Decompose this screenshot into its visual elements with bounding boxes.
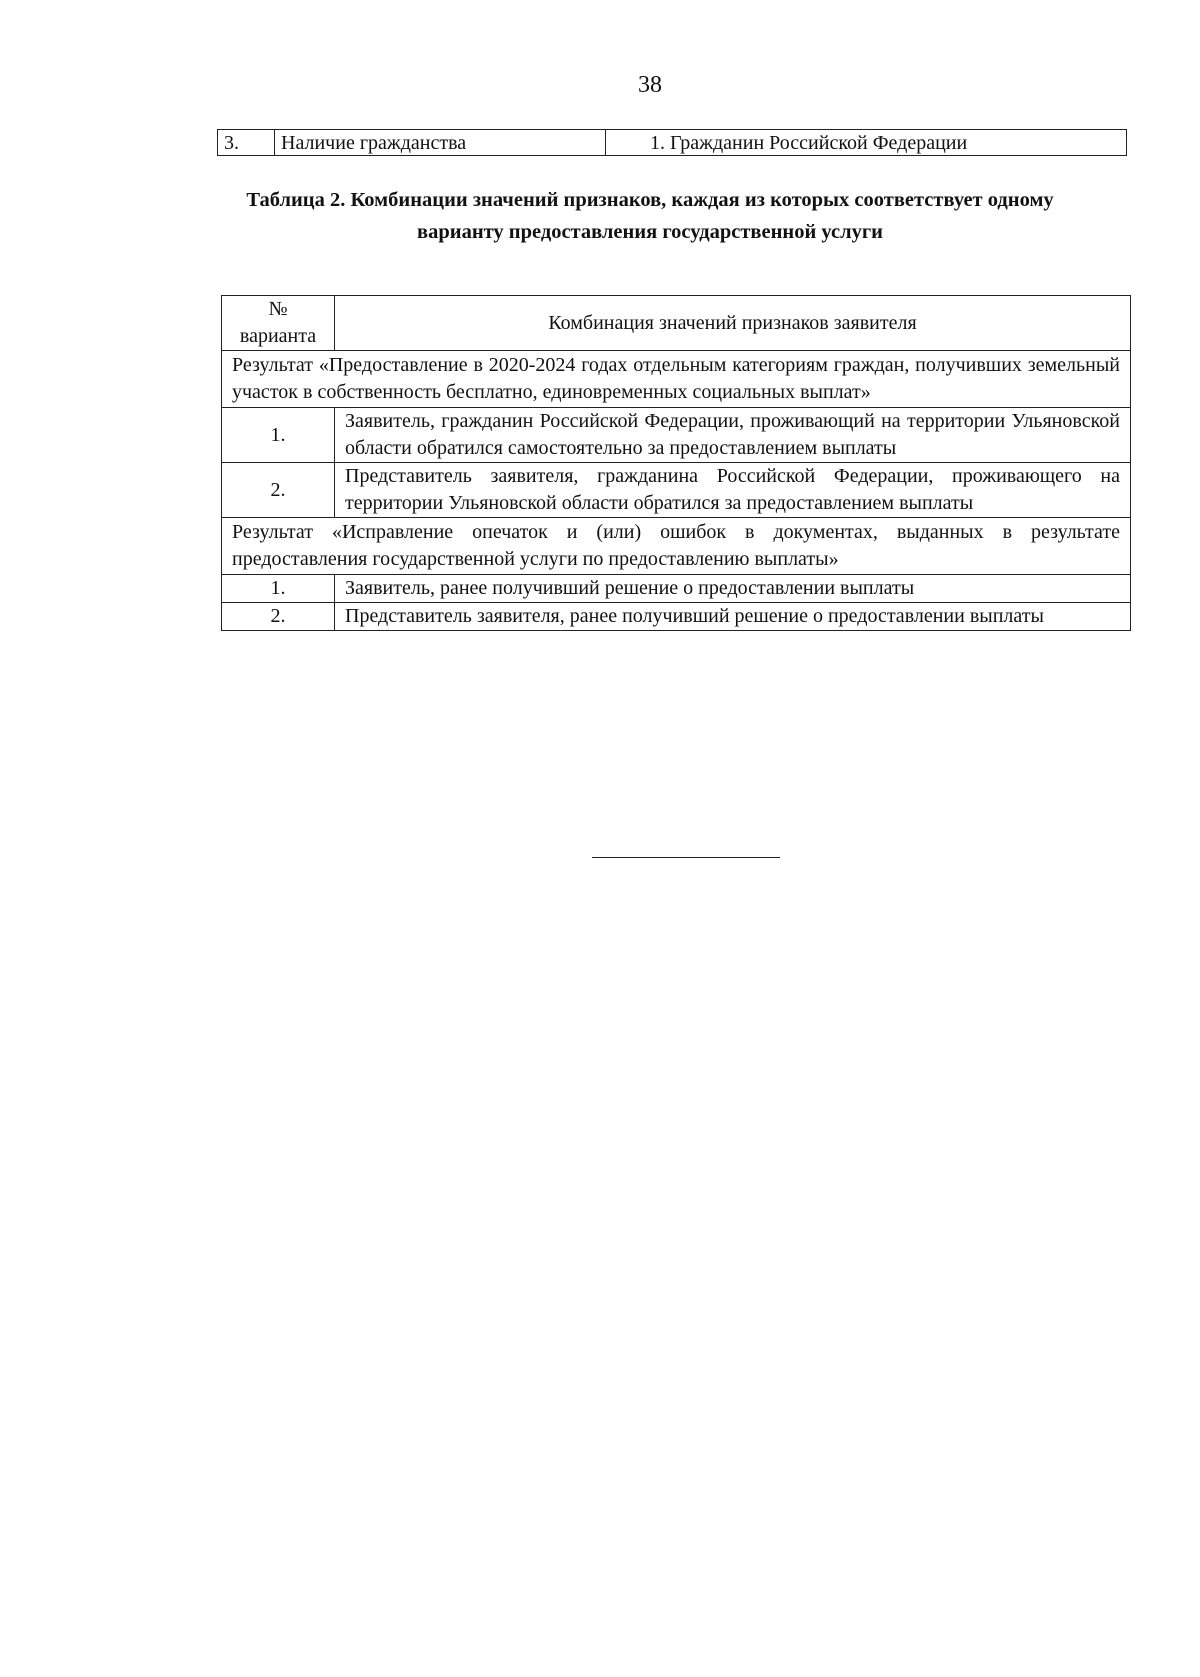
row-number: 3. (218, 130, 275, 156)
variant-description: Заявитель, гражданин Российской Федерации, проживающий на территории Ульяновской области обратился самостоятельно за предоставлением выплаты (335, 408, 1131, 463)
result-title: Результат «Исправление опечаток и (или) ошибок в документах, выданных в результате предоставления государственной услуги по предоставлению выплаты» (222, 518, 1131, 575)
variant-number: 2. (222, 603, 335, 631)
header-combination: Комбинация значений признаков заявителя (335, 296, 1131, 351)
result-row (222, 351, 1131, 408)
variant-description: Представитель заявителя, гражданина Российской Федерации, проживающего на территории Ульяновской области обратился за предоставлением выплаты (335, 463, 1131, 518)
table-row (222, 575, 1131, 603)
table-row (222, 408, 1131, 463)
variant-number: 1. (222, 408, 335, 463)
variants-table (221, 295, 1131, 631)
variant-description: Представитель заявителя, ранее получивший решение о предоставлении выплаты (335, 603, 1131, 631)
continued-table (217, 129, 1127, 156)
table-header-row (222, 296, 1131, 351)
header-num-label: варианта (239, 325, 317, 347)
caption-line: Таблица 2. Комбинации значений признаков, каждая из которых соответствует одному (246, 189, 1054, 211)
attribute-name: Наличие гражданства (275, 130, 606, 156)
table-caption (175, 184, 1125, 248)
end-of-document-rule (592, 857, 780, 858)
attribute-value: 1. Гражданин Российской Федерации (606, 130, 1127, 156)
variant-number: 2. (222, 463, 335, 518)
table-row (222, 463, 1131, 518)
caption-line: варианту предоставления государственной услуги (417, 221, 883, 243)
table-row (222, 603, 1131, 631)
page-number: 38 (638, 72, 662, 98)
result-title: Результат «Предоставление в 2020-2024 годах отдельным категориям граждан, получивших земельный участок в собственность бесплатно, единовременных социальных выплат» (222, 351, 1131, 408)
header-variant-number (222, 296, 335, 351)
result-row (222, 518, 1131, 575)
header-num-sign: № (268, 298, 288, 320)
variant-number: 1. (222, 575, 335, 603)
table-row (218, 130, 1127, 156)
variant-description: Заявитель, ранее получивший решение о предоставлении выплаты (335, 575, 1131, 603)
